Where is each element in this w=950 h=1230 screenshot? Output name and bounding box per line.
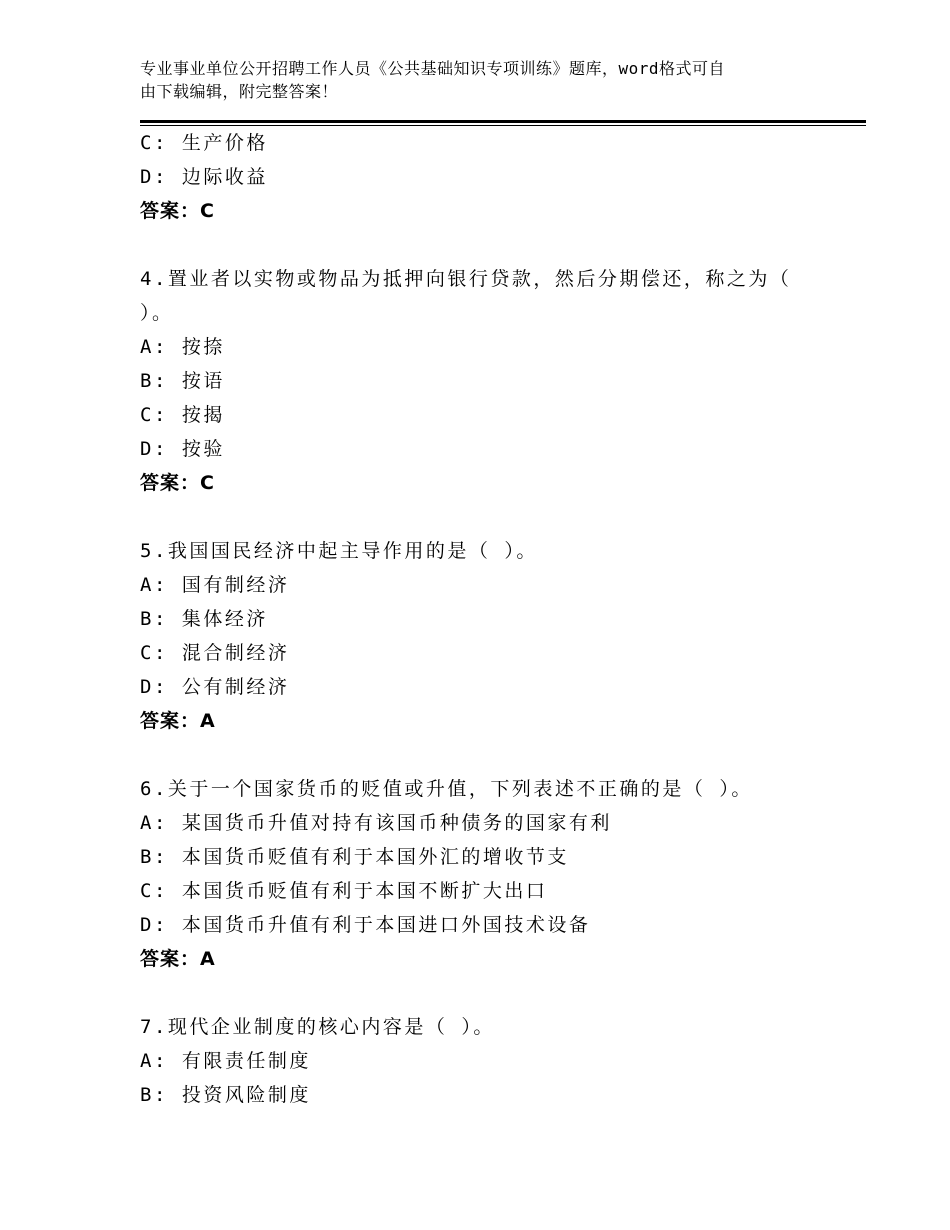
- option-d: D: 边际收益: [140, 166, 268, 188]
- option-c: C: 本国货币贬值有利于本国不断扩大出口: [140, 880, 548, 902]
- option-c: C: 混合制经济: [140, 642, 290, 664]
- option-a: A: 按捺: [140, 336, 225, 358]
- spacer: [140, 976, 840, 1010]
- answer-line: 答案：C: [140, 472, 215, 494]
- question-list: [140, 126, 840, 1112]
- option-b: B: 本国货币贬值有利于本国外汇的增收节支: [140, 846, 569, 868]
- option-d: D: 本国货币升值有利于本国进口外国技术设备: [140, 914, 591, 936]
- option-c: C: 按揭: [140, 404, 225, 426]
- option-b: B: 投资风险制度: [140, 1084, 311, 1106]
- spacer: [140, 228, 840, 262]
- question-stem: 4.置业者以实物或物品为抵押向银行贷款，然后分期偿还，称之为（: [140, 268, 792, 290]
- header-line-2: 由下载编辑，附完整答案！: [140, 82, 339, 101]
- question-stem: 7.现代企业制度的核心内容是（ ）。: [140, 1016, 495, 1038]
- answer-line: 答案：A: [140, 710, 216, 732]
- answer-line: 答案：C: [140, 200, 215, 222]
- document-header: [140, 57, 840, 103]
- question-stem-continued: ）。: [140, 302, 174, 324]
- answer-line: 答案：A: [140, 948, 216, 970]
- header-divider-thick: [140, 120, 866, 123]
- option-b: B: 按语: [140, 370, 225, 392]
- spacer: [140, 738, 840, 772]
- option-a: A: 国有制经济: [140, 574, 290, 596]
- option-c: C: 生产价格: [140, 132, 268, 154]
- option-d: D: 按验: [140, 438, 225, 460]
- question-stem: 5.我国国民经济中起主导作用的是（ ）。: [140, 540, 538, 562]
- spacer: [140, 500, 840, 534]
- option-a: A: 有限责任制度: [140, 1050, 311, 1072]
- option-d: D: 公有制经济: [140, 676, 290, 698]
- question-stem: 6.关于一个国家货币的贬值或升值，下列表述不正确的是（ ）。: [140, 778, 753, 800]
- option-b: B: 集体经济: [140, 608, 268, 630]
- option-a: A: 某国货币升值对持有该国币种债务的国家有利: [140, 812, 612, 834]
- header-line-1: 专业事业单位公开招聘工作人员《公共基础知识专项训练》题库，word格式可自: [140, 59, 726, 78]
